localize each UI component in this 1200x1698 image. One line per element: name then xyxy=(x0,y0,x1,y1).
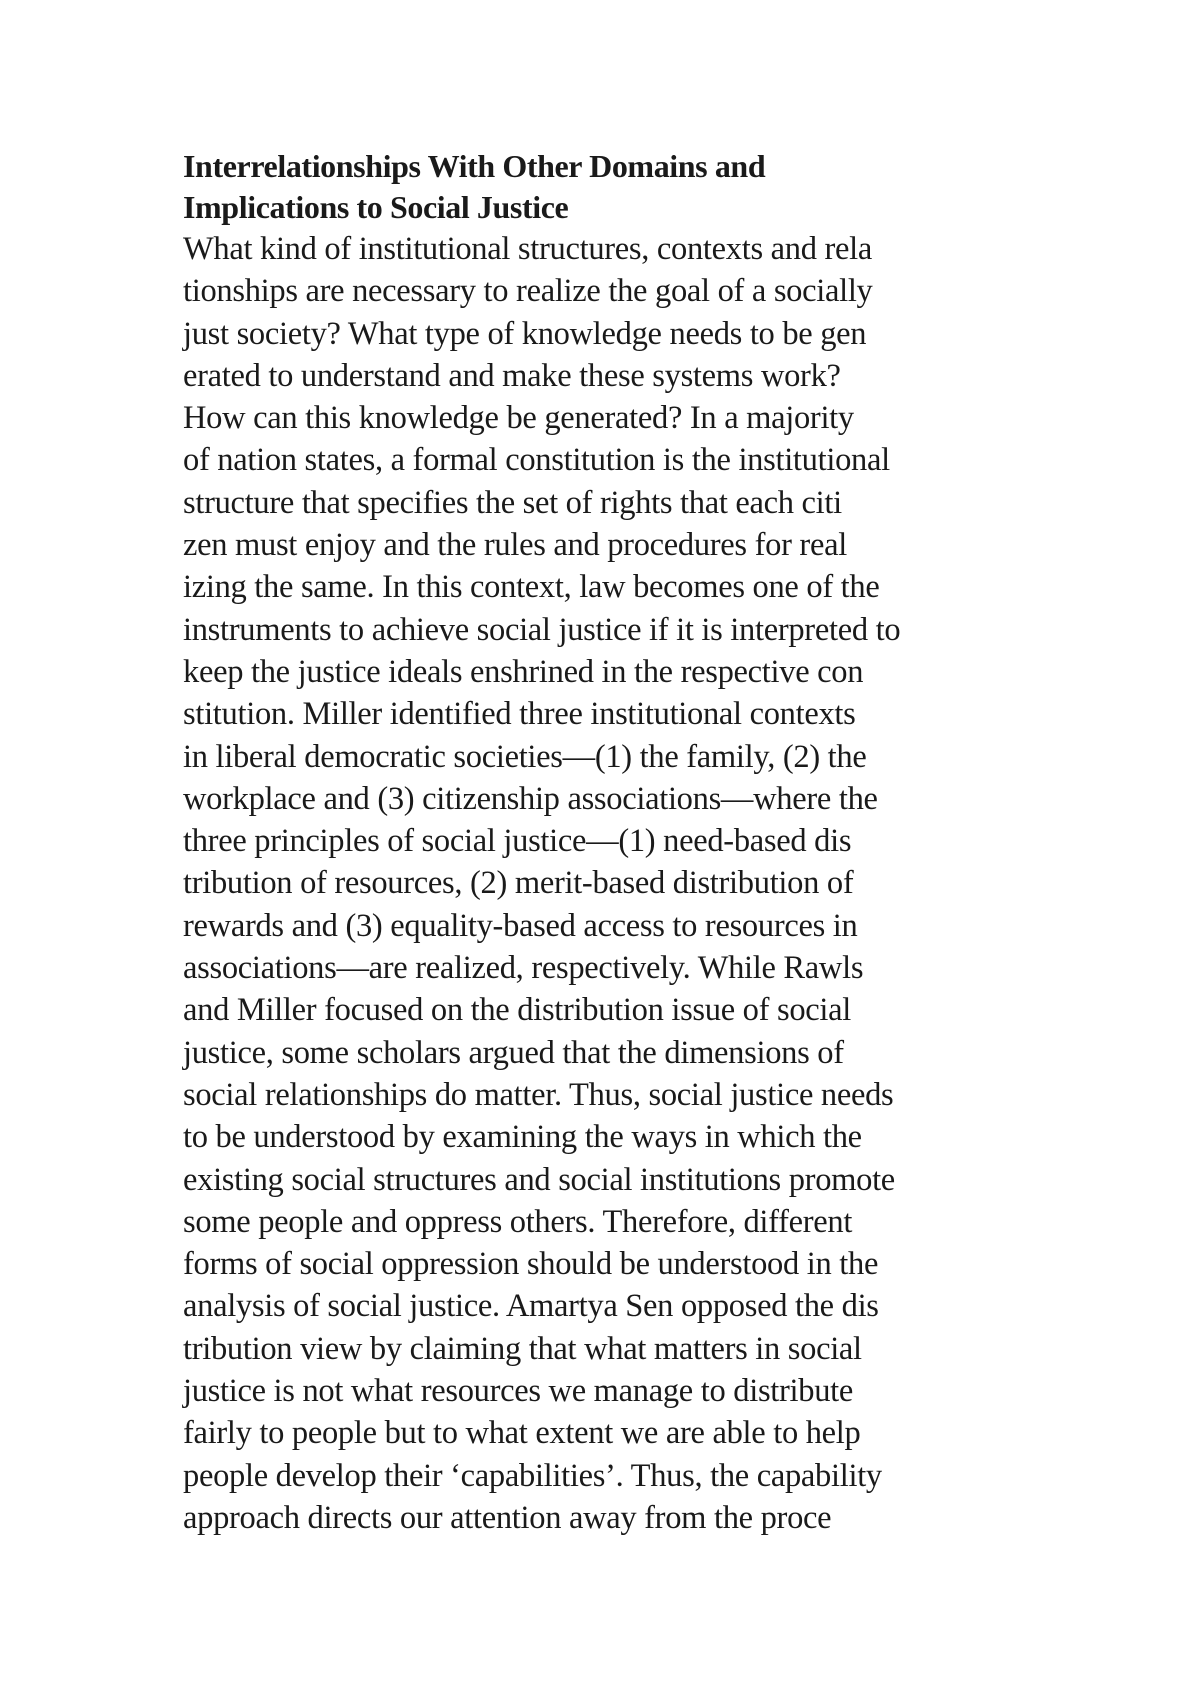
body-paragraph xyxy=(183,228,1063,1539)
text-line: approach directs our attention away from the proce xyxy=(183,1499,832,1536)
text-line: zen must enjoy and the rules and procedures for real xyxy=(183,527,847,564)
text-line: workplace and (3) citizenship associations—where the xyxy=(183,780,878,817)
text-line: justice is not what resources we manage to distribute xyxy=(183,1373,854,1410)
text-line: How can this knowledge be generated? In a majority xyxy=(183,400,854,437)
text-line: some people and oppress others. Therefore, different xyxy=(183,1203,853,1240)
text-line: instruments to achieve social justice if it is interpreted to xyxy=(183,611,901,648)
text-line: erated to understand and make these systems work? xyxy=(183,357,841,394)
text-line: of nation states, a formal constitution is the institutional xyxy=(183,442,890,479)
text-line: people develop their ‘capabilities’. Thus, the capability xyxy=(183,1457,882,1494)
text-line: and Miller focused on the distribution issue of social xyxy=(183,992,851,1029)
text-line: tribution of resources, (2) merit-based distribution of xyxy=(183,865,854,902)
text-line: associations—are realized, respectively. While Rawls xyxy=(183,950,864,987)
text-line: What kind of institutional structures, contexts and rela xyxy=(183,231,872,267)
text-line: existing social structures and social institutions promote xyxy=(183,1161,895,1198)
text-line: just society? What type of knowledge needs to be gen xyxy=(183,315,867,352)
text-line: in liberal democratic societies—(1) the family, (2) the xyxy=(183,738,867,775)
text-line: three principles of social justice—(1) need-based dis xyxy=(183,823,852,860)
text-line: social relationships do matter. Thus, social justice needs xyxy=(183,1076,894,1113)
heading-line: Implications to Social Justice xyxy=(183,189,569,225)
section-heading xyxy=(183,146,1063,228)
text-line: forms of social oppression should be understood in the xyxy=(183,1246,879,1283)
text-line: keep the justice ideals enshrined in the respective con xyxy=(183,653,864,690)
text-line: tribution view by claiming that what matters in social xyxy=(183,1330,862,1367)
text-line: rewards and (3) equality-based access to resources in xyxy=(183,907,858,944)
text-line: to be understood by examining the ways in which the xyxy=(183,1119,862,1156)
text-line: fairly to people but to what extent we are able to help xyxy=(183,1415,861,1452)
text-column xyxy=(183,146,1063,1539)
text-line: tionships are necessary to realize the goal of a socially xyxy=(183,273,873,310)
text-line: analysis of social justice. Amartya Sen opposed the dis xyxy=(183,1288,879,1325)
text-line: stitution. Miller identified three institutional contexts xyxy=(183,696,856,733)
text-line: izing the same. In this context, law becomes one of the xyxy=(183,569,880,606)
heading-line: Interrelationships With Other Domains and xyxy=(183,148,766,184)
text-line: structure that specifies the set of rights that each citi xyxy=(183,484,842,521)
text-line: justice, some scholars argued that the dimensions of xyxy=(183,1034,844,1071)
